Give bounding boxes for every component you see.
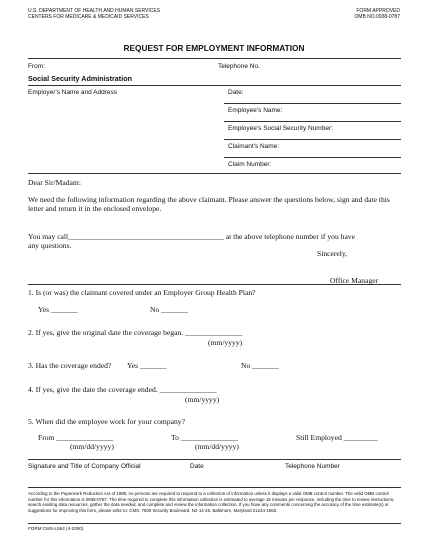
divider — [28, 85, 401, 86]
office-manager: Office Manager — [330, 276, 379, 285]
divider — [224, 103, 401, 104]
paperwork-reduction-notice: According to the Paperwork Reduction Act of 1995, no persons are required to respond to a collection of information unless it displays a valid OMB control number. The valid OMB control number for this information is 0938-0787. The time required to complete this information collection is estimated to average 15 minutes per response, including the time to review instructions, search existing data resources, gather the data needed, and complete and review the information collection. If you have any comments concerning the accuracy of the time estimate(s) or suggestions for improving this form, please write to: CMS, 7500 Security Boulevard, N2-14-26, Baltimore, Maryland 21244-1850. — [28, 491, 395, 513]
intro-line-2: letter and return it in the enclosed envelope. — [28, 204, 162, 213]
q3-no-field[interactable]: No _______ — [241, 361, 279, 370]
divider — [28, 284, 401, 285]
claim-number-label: Claim Number: — [228, 161, 272, 168]
divider — [28, 523, 401, 524]
divider — [28, 487, 401, 488]
call-line-2: any questions. — [28, 241, 72, 250]
divider — [224, 121, 401, 122]
q5-still-employed-field[interactable]: Still Employed _________ — [296, 433, 378, 442]
question-1: 1. Is (or was) the claimant covered under an Employer Group Health Plan? — [28, 288, 256, 297]
agency-line-1: U.S. DEPARTMENT OF HEALTH AND HUMAN SERVICES — [28, 8, 161, 14]
question-2[interactable]: 2. If yes, give the original date the coverage began. _______________ — [28, 328, 243, 337]
question-5: 5. When did the employee work for your company? — [28, 417, 185, 426]
q5-to-field[interactable]: To _______________ — [171, 433, 238, 442]
agency-line-2: CENTERS FOR MEDICARE & MEDICAID SERVICES — [28, 14, 149, 20]
q1-no-field[interactable]: No _______ — [150, 305, 188, 314]
q5-to-format: (mm/dd/yyyy) — [195, 442, 239, 451]
q2-format: (mm/yyyy) — [208, 338, 243, 347]
from-label: From: — [28, 63, 45, 70]
q5-from-format: (mm/dd/yyyy) — [70, 442, 114, 451]
question-3: 3. Has the coverage ended? — [28, 361, 112, 370]
salutation: Dear Sir/Madam: — [28, 178, 81, 187]
form-title: REQUEST FOR EMPLOYMENT INFORMATION — [123, 43, 305, 53]
q1-yes-field[interactable]: Yes _______ — [38, 305, 78, 314]
signature-telephone-label: Telephone Number — [285, 463, 340, 470]
divider — [224, 157, 401, 158]
date-label: Date: — [228, 89, 244, 96]
signature-label: Signature and Title of Company Official — [28, 463, 141, 470]
q3-yes-field[interactable]: Yes _______ — [127, 361, 167, 370]
employee-name-label: Employee's Name: — [228, 107, 283, 114]
divider — [28, 58, 401, 59]
q5-from-field[interactable]: From _______________ — [38, 433, 114, 442]
employee-ssn-label: Employee's Social Security Number: — [228, 125, 333, 132]
call-line-1: You may call_________________________________________ at the above telephone number if you have — [28, 232, 355, 241]
employer-label: Employer's Name and Address — [28, 89, 118, 96]
from-value: Social Security Administration — [28, 74, 132, 83]
divider — [224, 139, 401, 140]
question-4[interactable]: 4. If yes, give the date the coverage ended. _______________ — [28, 385, 217, 394]
q4-format: (mm/yyyy) — [185, 395, 220, 404]
signature-line[interactable] — [28, 459, 401, 460]
intro-line-1: We need the following information regarding the above claimant. Please answer the questions below, sign and date this — [28, 195, 390, 204]
sincerely: Sincerely, — [317, 249, 348, 258]
telephone-label: Telephone No. — [218, 63, 260, 70]
divider — [28, 173, 401, 174]
form-approved: FORM APPROVED — [356, 8, 400, 14]
claimant-name-label: Claimant's Name: — [228, 143, 280, 150]
signature-date-label: Date — [190, 463, 204, 470]
form-number: FORM CMS-L564 (4-2000) — [28, 526, 84, 531]
omb-number: OMB NO.0938-0787 — [354, 14, 400, 20]
